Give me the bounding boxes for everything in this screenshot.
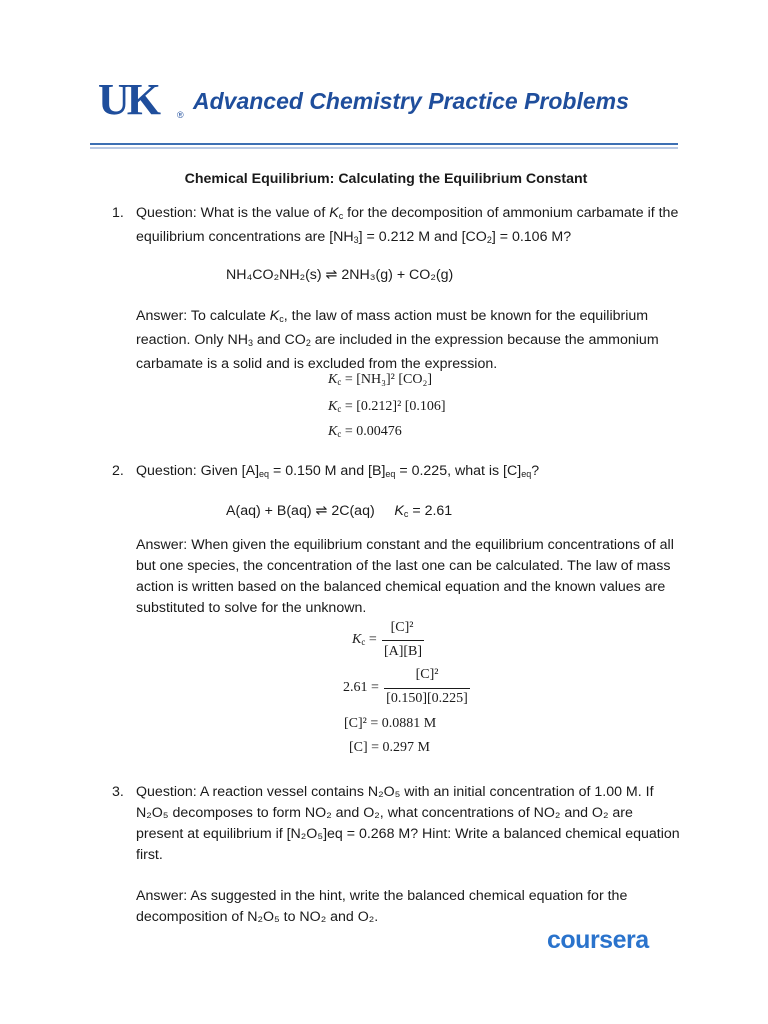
problem-1-math-line-1: $K_c = [NH_3]^2$ [CO₂] [328,372,433,387]
problem-2-frac2-lhs: 2.61 = [343,680,379,695]
uk-logo-text: UK [98,75,158,124]
problem-2-math-line-4: [C] = 0.297 M [349,740,431,755]
problem-2-math-line-3: [C]² = 0.0881 M [344,716,437,731]
problem-2-frac2-numerator: [C]² [415,667,439,682]
header-title: Advanced Chemistry Practice Problems [193,88,629,114]
problem-2-answer: Answer: When given the equilibrium constant and the equilibrium concentrations of all but one species, the concentration of the last one can be calculated. The law of mass action is written based on the balanced chemical equation and the known values are substituted to solve for the unknown. [136,537,674,616]
problem-2-kc-lhs: $K_c$ = [352,632,377,647]
registered-mark: ® [177,110,184,120]
problem-2-frac2-denominator: [0.150][0.225] [386,691,468,706]
problem-1-number: 1. [112,205,124,221]
problem-3-question: Question: A reaction vessel contains N₂O₅ with an initial concentration of 1.00 M. If N₂O₅ decomposes to form NO₂ and O₂, what concentrations of NO₂ and O₂ are present at equilibrium if [N₂O₅]eq = 0.268 M? Hint: Write a balanced chemical equation first. [136,784,680,863]
fraction-bar [384,688,470,689]
problem-1-question: Question: What is the value of $K_c$ for the decomposition of ammonium carbamate if the equilibrium concentrations are $[NH_3] = 0.212$ M and $[CO_2] = 0.106$ M? [136,205,679,245]
problem-3-answer: Answer: As suggested in the hint, write the balanced chemical equation for the decomposition of N₂O₅ to NO₂ and O₂. [136,888,628,925]
page-header [98,75,688,124]
problem-1-reaction: NH₄CO₂NH₂(s) ⇌ 2NH₃(g) + CO₂(g) [226,267,454,283]
problem-1-math-line-3: $K_c = 0.00476$ [328,424,402,439]
problem-2-frac1-denominator: [A][B] [383,644,423,659]
header-divider-light [90,147,678,149]
problem-2-reaction: A(aq) + B(aq) ⇌ 2C(aq) $K_c = 2.61$ [226,503,453,519]
problem-2-question: Question: Given $[A]_{eq} = 0.150$ M and $[B]_{eq} = 0.225$, what is $[C]_{eq}$? [136,463,540,479]
problem-1-answer: Answer: To calculate $K_c$, the law of mass action must be known for the equilibrium reaction. Only $NH_3$ and $CO_2$ are included in the expression because the ammonium carbamate is a solid and is excluded from the expression. [136,308,659,372]
header-divider [90,143,678,145]
problem-3-number: 3. [112,784,124,800]
uk-logo [98,75,184,124]
problem-2-number: 2. [112,463,124,479]
coursera-logo: coursera [547,926,649,954]
problem-1-math-line-2: $K_c = [0.212]^2$ [0.106] [328,399,446,414]
document-title: Chemical Equilibrium: Calculating the Equilibrium Constant [184,171,588,187]
fraction-bar [382,640,424,641]
problem-2-frac1-numerator: [C]² [390,620,414,635]
